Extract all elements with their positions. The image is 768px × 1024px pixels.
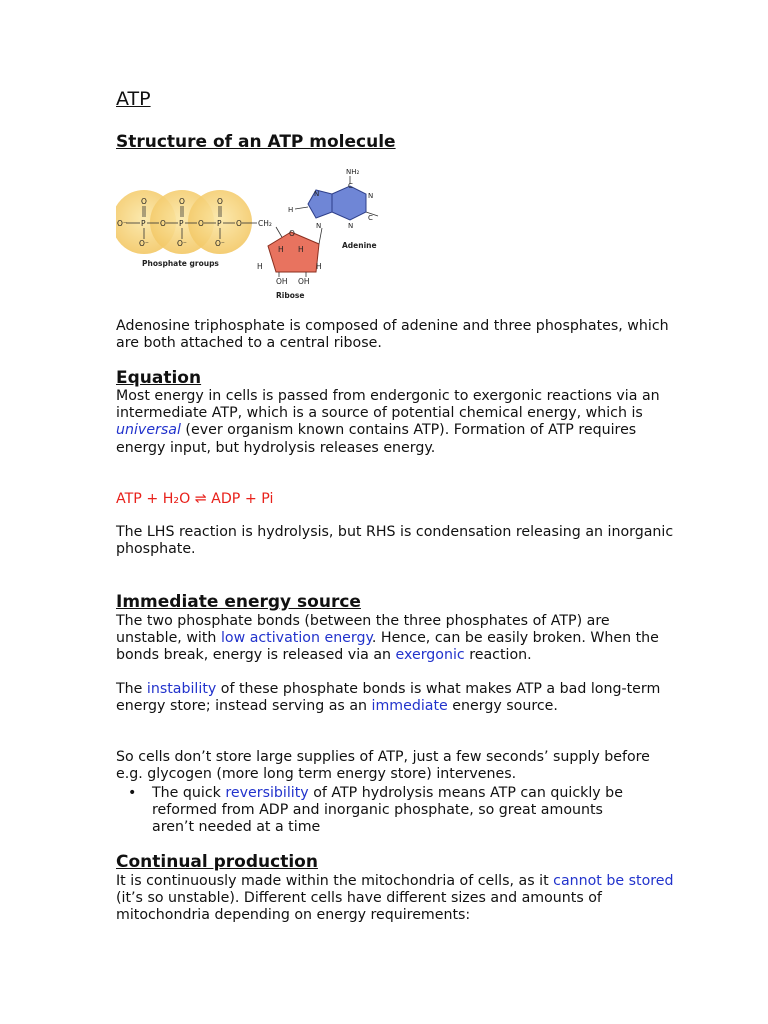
highlight-reversibility: reversibility	[225, 785, 309, 801]
svg-text:O⁻: O⁻	[117, 219, 127, 228]
svg-text:P: P	[141, 219, 146, 228]
svg-text:O⁻: O⁻	[139, 239, 149, 248]
highlight-exergonic: exergonic	[395, 647, 465, 664]
svg-text:H: H	[278, 245, 284, 254]
phosphate-groups-label: Phosphate groups	[142, 259, 219, 268]
atp-molecule-diagram	[116, 164, 384, 306]
svg-text:O: O	[289, 229, 295, 238]
svg-text:H: H	[288, 206, 294, 214]
adenine-ring-1	[308, 190, 332, 218]
adenine-ring-2	[332, 186, 366, 220]
svg-text:O: O	[217, 197, 223, 206]
structure-heading: Structure of an ATP molecule	[116, 132, 396, 152]
svg-text:O: O	[236, 219, 242, 228]
svg-text:O: O	[179, 197, 185, 206]
svg-text:CH₂: CH₂	[258, 219, 272, 228]
svg-text:O⁻: O⁻	[215, 239, 225, 248]
svg-text:N: N	[348, 222, 354, 230]
highlight-instability: instability	[146, 681, 217, 697]
ribose-ring	[268, 232, 319, 272]
immediate-paragraph-3: So cells don’t store large supplies of ATP, just a few seconds’ supply before e.g. glycogen (more long term energy store) intervenes.	[116, 749, 650, 783]
continual-paragraph: It is continuously made within the mitochondria of cells, as it cannot be stored (it’s so unstable). Different cells have different sizes and amounts of mitochondria depending on energy requirements:	[116, 873, 674, 924]
bullet-list	[116, 785, 636, 837]
highlight-universal: universal	[116, 422, 181, 439]
svg-text:H: H	[298, 245, 304, 254]
svg-text:N: N	[368, 192, 374, 200]
svg-text:OH: OH	[276, 277, 288, 286]
continual-heading: Continual production	[116, 852, 318, 872]
highlight-cannot-be-stored: cannot be stored	[553, 873, 674, 889]
svg-text:NH₂: NH₂	[346, 168, 360, 176]
ribose-label: Ribose	[276, 291, 305, 300]
page-title: ATP	[116, 88, 151, 110]
equation-heading: Equation	[116, 368, 202, 388]
adenine-label: Adenine	[342, 241, 377, 250]
equation-paragraph: Most energy in cells is passed from endergonic to exergonic reactions via an intermediate ATP, which is a source of potential chemical energy, which is universal (ever organism known contains ATP). Formation of ATP requires energy input, but hydrolysis releases energy.	[116, 388, 660, 456]
list-item: • The quick reversibility of ATP hydrolysis means ATP can quickly be reformed from ADP and inorganic phosphate, so great amounts aren’t needed at a time	[116, 785, 636, 837]
svg-text:H: H	[316, 262, 322, 271]
atp-equation: ATP + H₂O ⇌ ADP + Pi	[116, 491, 274, 507]
svg-text:O: O	[198, 219, 204, 228]
svg-text:O: O	[160, 219, 166, 228]
svg-text:N: N	[316, 222, 322, 230]
svg-text:P: P	[217, 219, 222, 228]
svg-text:H: H	[257, 262, 263, 271]
hydrolysis-paragraph: The LHS reaction is hydrolysis, but RHS is condensation releasing an inorganic phosphate.	[116, 524, 674, 558]
svg-text:P: P	[179, 219, 184, 228]
svg-text:N: N	[314, 190, 320, 198]
svg-text:O⁻: O⁻	[177, 239, 187, 248]
svg-text:OH: OH	[298, 277, 310, 286]
immediate-heading: Immediate energy source	[116, 592, 361, 612]
highlight-low-activation-energy: low activation energy	[220, 630, 372, 647]
immediate-paragraph-1: The two phosphate bonds (between the three phosphates of ATP) are unstable, with low activation energy. Hence, can be easily broken. When the bonds break, energy is released via an exergonic reaction.	[116, 613, 659, 664]
highlight-immediate: immediate	[371, 698, 448, 715]
immediate-paragraph-2: The instability of these phosphate bonds is what makes ATP a bad long-term energy store; instead serving as an immediate energy source.	[116, 681, 661, 715]
svg-text:O: O	[141, 197, 147, 206]
svg-text:C: C	[368, 214, 373, 222]
structure-caption: Adenosine triphosphate is composed of adenine and three phosphates, which are both attached to a central ribose.	[116, 318, 669, 352]
svg-text:C: C	[348, 182, 353, 190]
